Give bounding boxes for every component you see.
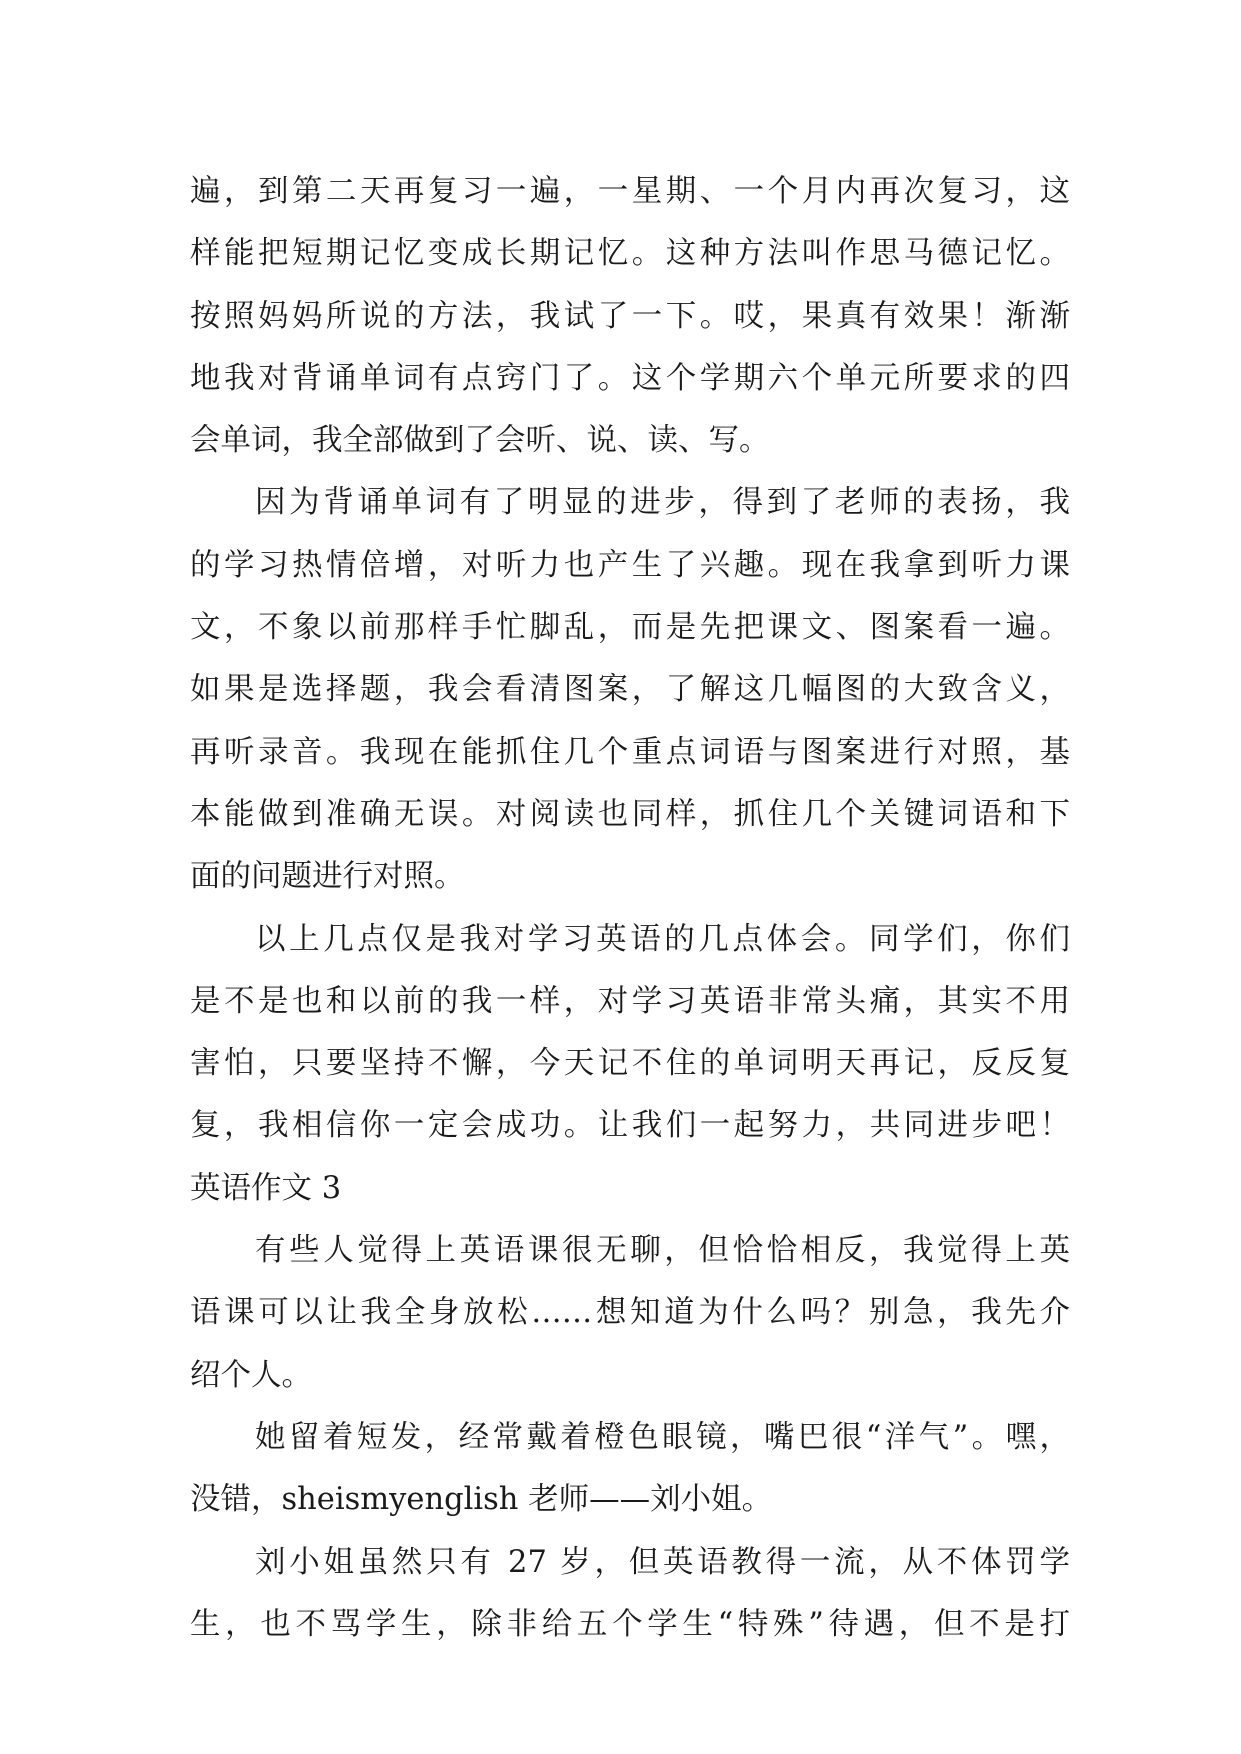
paragraph-first-line: 她留着短发，经常戴着橙色眼镜，嘴巴很“洋气”。嘿， — [255, 1419, 1070, 1455]
document-body — [190, 161, 1070, 1656]
text-line: 是不是也和以前的我一样，对学习英语非常头痛，其实不用 — [190, 983, 1070, 1019]
text-line: 如果是选择题，我会看清图案，了解这几幅图的大致含义， — [190, 672, 1070, 708]
text-line: 遍，到第二天再复习一遍，一星期、一个月内再次复习，这 — [190, 174, 1070, 209]
text-line: 绍个人。 — [190, 1357, 312, 1393]
text-line: 英语作文 3 — [190, 1170, 342, 1206]
paragraph-first-line: 有些人觉得上英语课很无聊，但恰恰相反，我觉得上英 — [255, 1233, 1070, 1269]
text-line: 面的问题进行对照。 — [190, 859, 465, 895]
text-line: 地我对背诵单词有点窍门了。这个学期六个单元所要求的四 — [190, 360, 1070, 396]
text-line: 没错，sheismyenglish 老师——刘小姐。 — [190, 1482, 773, 1518]
paragraph-first-line: 因为背诵单词有了明显的进步，得到了老师的表扬，我 — [255, 485, 1070, 521]
text-line: 按照妈妈所说的方法，我试了一下。哎，果真有效果！渐渐 — [190, 298, 1070, 334]
paragraph-first-line: 以上几点仅是我对学习英语的几点体会。同学们，你们 — [255, 921, 1070, 957]
text-line: 再听录音。我现在能抓住几个重点词语与图案进行对照，基 — [190, 734, 1070, 770]
text-line: 样能把短期记忆变成长期记忆。这种方法叫作思马德记忆。 — [190, 236, 1070, 272]
text-line: 语课可以让我全身放松……想知道为什么吗？别急，我先介 — [190, 1295, 1070, 1331]
text-line: 文，不象以前那样手忙脚乱，而是先把课文、图案看一遍。 — [190, 610, 1070, 646]
text-line: 害怕，只要坚持不懈，今天记不住的单词明天再记，反反复 — [190, 1046, 1070, 1082]
text-line: 生，也不骂学生，除非给五个学生“特殊”待遇，但不是打 — [190, 1606, 1070, 1642]
text-line: 本能做到准确无误。对阅读也同样，抓住几个关键词语和下 — [190, 796, 1070, 832]
paragraph-first-line: 刘小姐虽然只有 27 岁，但英语教得一流，从不体罚学 — [255, 1544, 1070, 1580]
text-line: 的学习热情倍增，对听力也产生了兴趣。现在我拿到听力课 — [190, 547, 1070, 583]
text-line: 会单词，我全部做到了会听、说、读、写。 — [190, 423, 770, 459]
text-line: 复，我相信你一定会成功。让我们一起努力，共同进步吧！ — [190, 1108, 1070, 1144]
